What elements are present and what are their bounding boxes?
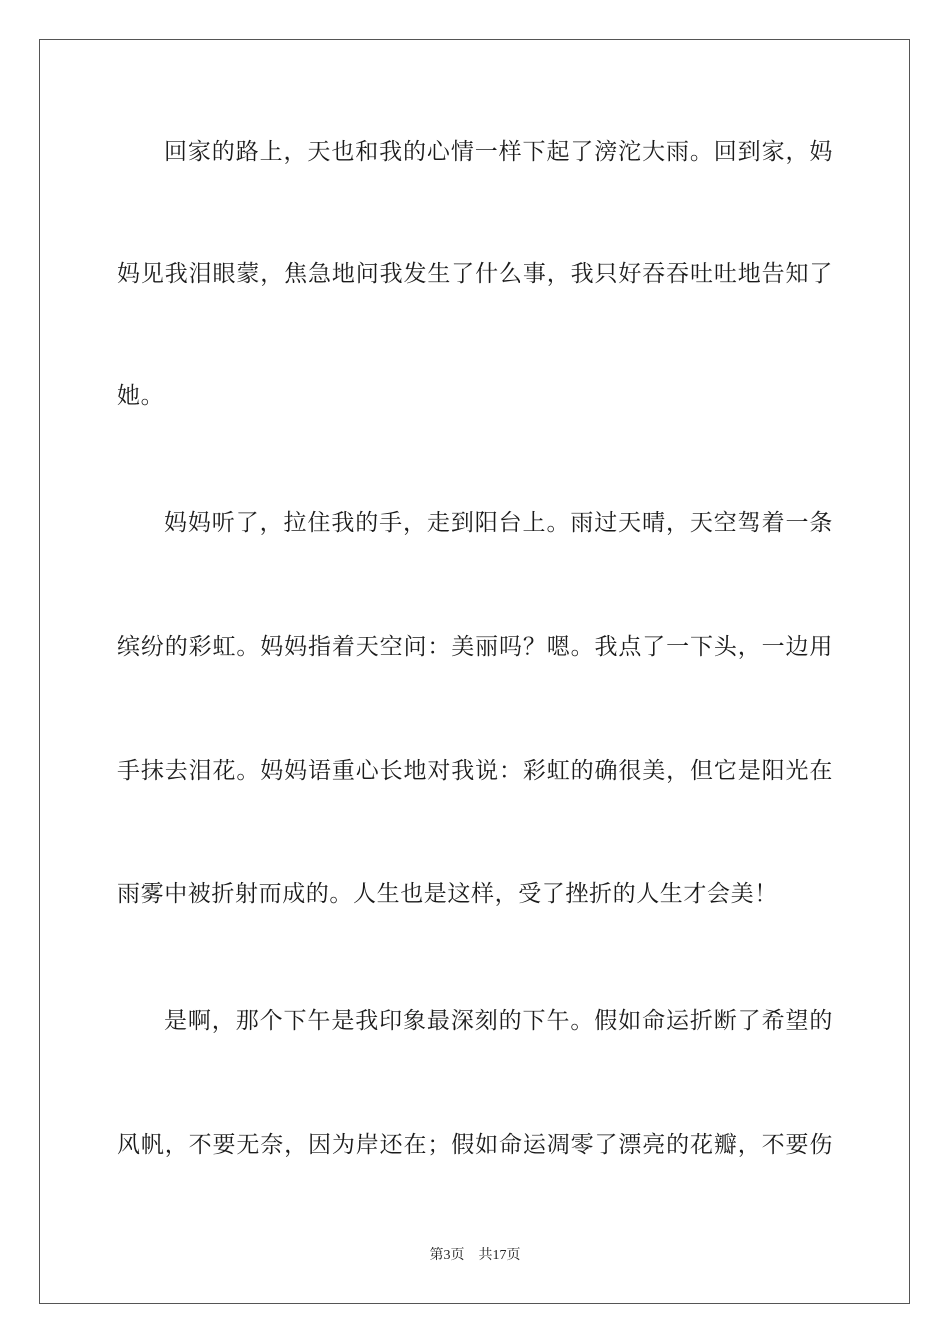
paragraph-2-line-1: 妈妈听了，拉住我的手，走到阳台上。雨过天晴，天空驾着一条 bbox=[164, 510, 833, 536]
page-number-total: 共17页 bbox=[478, 1248, 521, 1263]
paragraph-2-line-3: 手抹去泪花。妈妈语重心长地对我说：彩虹的确很美，但它是阳光在 bbox=[117, 758, 833, 784]
paragraph-1-line-3: 她。 bbox=[117, 383, 165, 409]
page-border bbox=[39, 39, 910, 1304]
page-number-current: 第3页 bbox=[429, 1248, 465, 1263]
paragraph-1-line-1: 回家的路上，天也和我的心情一样下起了滂沱大雨。回到家，妈 bbox=[164, 139, 833, 165]
paragraph-2-line-4: 雨雾中被折射而成的。人生也是这样，受了挫折的人生才会美！ bbox=[117, 881, 778, 907]
paragraph-3-line-1: 是啊，那个下午是我印象最深刻的下午。假如命运折断了希望的 bbox=[164, 1008, 833, 1034]
paragraph-3-line-2: 风帆，不要无奈，因为岸还在；假如命运凋零了漂亮的花瓣，不要伤 bbox=[117, 1132, 833, 1158]
page-footer bbox=[0, 1247, 950, 1265]
paragraph-1-line-2: 妈见我泪眼蒙，焦急地问我发生了什么事，我只好吞吞吐吐地告知了 bbox=[117, 261, 833, 287]
paragraph-2-line-2: 缤纷的彩虹。妈妈指着天空问：美丽吗？嗯。我点了一下头，一边用 bbox=[117, 634, 833, 660]
